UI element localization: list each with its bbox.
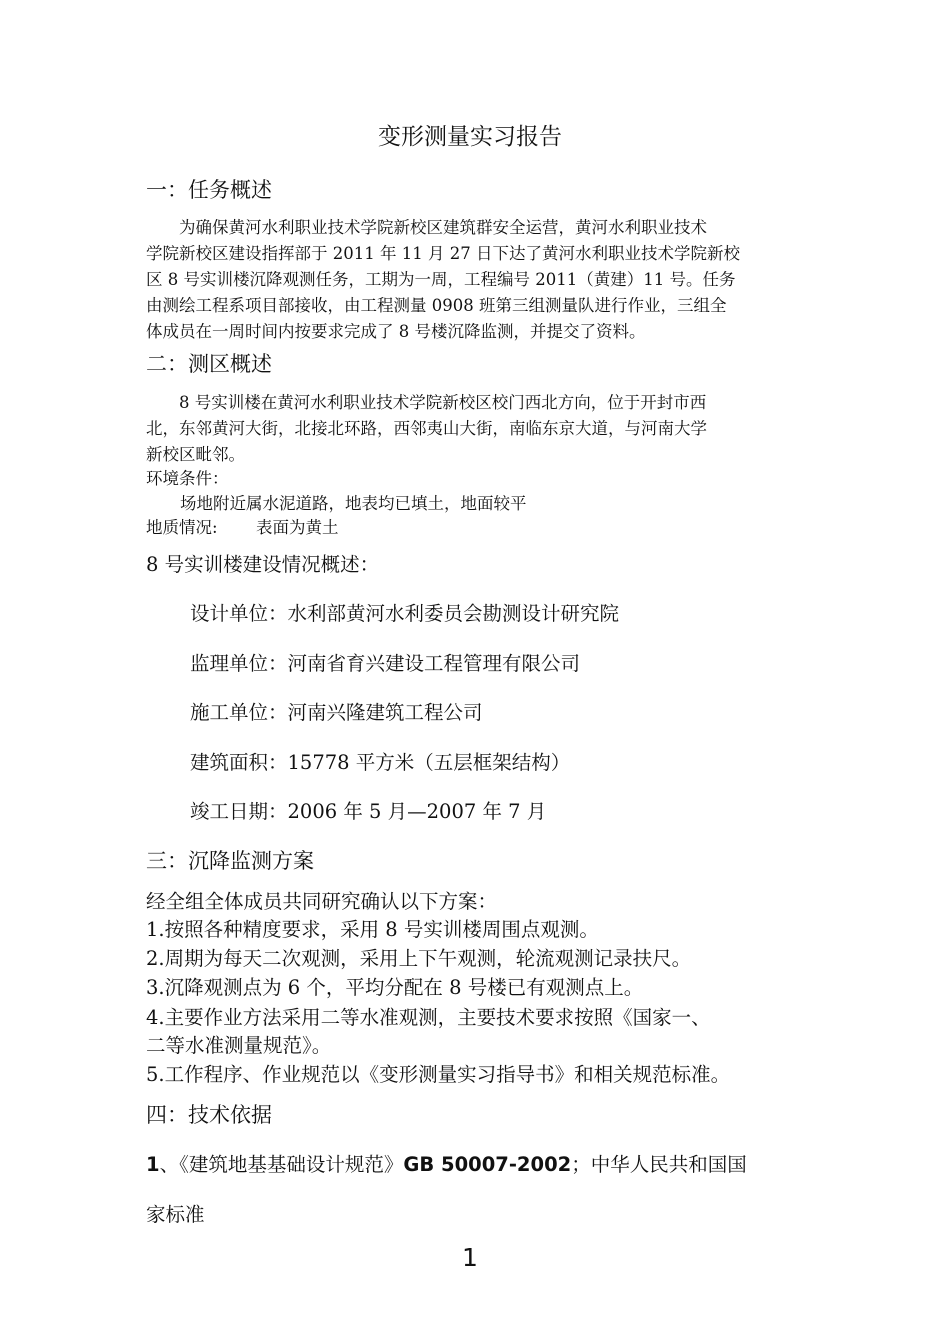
s3-line-7: 5.工作程序、作业规范以《变形测量实习指导书》和相关规范标准。: [146, 1063, 731, 1086]
item-code: GB 50007-2002: [403, 1153, 572, 1176]
s3-line-2: 1.按照各种精度要求，采用 8 号实训楼周围点观测。: [146, 918, 599, 941]
info-completion-date: 竣工日期：2006 年 5 月—2007 年 7 月: [190, 800, 547, 823]
s2-line-3: 新校区毗邻。: [146, 445, 245, 464]
section-1-heading: 一：任务概述: [146, 178, 272, 202]
geo-label: 地质情况:: [146, 518, 218, 537]
info-supervision-unit: 监理单位：河南省育兴建设工程管理有限公司: [190, 652, 581, 675]
s3-line-1: 经全组全体成员共同研究确认以下方案：: [146, 890, 498, 913]
section-4-heading: 四：技术依据: [146, 1103, 272, 1127]
info-design-unit: 设计单位：水利部黄河水利委员会勘测设计研究院: [190, 602, 620, 625]
tech-basis-item-1-cont: 家标准: [146, 1203, 205, 1226]
s1-line-3: 区 8 号实训楼沉降观测任务，工期为一周，工程编号 2011（黄建）11 号。任务: [146, 270, 736, 289]
env-label: 环境条件：: [146, 469, 229, 488]
section-3-heading: 三：沉降监测方案: [146, 849, 314, 873]
info-construction-unit: 施工单位：河南兴隆建筑工程公司: [190, 701, 483, 724]
tech-basis-item-1: [146, 1149, 747, 1177]
s2-line-1: 8 号实训楼在黄河水利职业技术学院新校区校门西北方向，位于开封市西: [179, 393, 707, 412]
building-overview-heading: 8 号实训楼建设情况概述：: [146, 553, 380, 576]
s3-line-4: 3.沉降观测点为 6 个，平均分配在 8 号楼已有观测点上。: [146, 976, 644, 999]
s2-line-2: 北，东邻黄河大街，北接北环路，西邻夷山大街，南临东京大道，与河南大学: [146, 419, 707, 438]
item-title: 、《建筑地基基础设计规范》: [159, 1153, 404, 1176]
page-number: 1: [462, 1243, 478, 1272]
item-tail: ；中华人民共和国国: [571, 1153, 747, 1176]
section-2-heading: 二：测区概述: [146, 352, 272, 376]
s3-line-3: 2.周期为每天二次观测，采用上下午观测，轮流观测记录扶尺。: [146, 947, 692, 970]
s1-line-5: 体成员在一周时间内按要求完成了 8 号楼沉降监测，并提交了资料。: [146, 322, 646, 341]
s1-line-1: 为确保黄河水利职业技术学院新校区建筑群安全运营，黄河水利职业技术: [179, 218, 707, 237]
s1-line-4: 由测绘工程系项目部接收，由工程测量 0908 班第三组测量队进行作业，三组全: [146, 296, 727, 315]
info-building-area: 建筑面积：15778 平方米（五层框架结构）: [190, 751, 571, 774]
geo-text: 表面为黄土: [256, 518, 339, 537]
item-number: 1: [146, 1153, 160, 1176]
env-text: 场地附近属水泥道路，地表均已填土，地面较平: [180, 494, 527, 513]
s3-line-5: 4.主要作业方法采用二等水准观测，主要技术要求按照《国家一、: [146, 1006, 711, 1029]
document-title: 变形测量实习报告: [378, 124, 562, 150]
s1-line-2: 学院新校区建设指挥部于 2011 年 11 月 27 日下达了黄河水利职业技术学院新校: [146, 244, 740, 263]
s3-line-6: 二等水准测量规范》。: [146, 1034, 332, 1057]
